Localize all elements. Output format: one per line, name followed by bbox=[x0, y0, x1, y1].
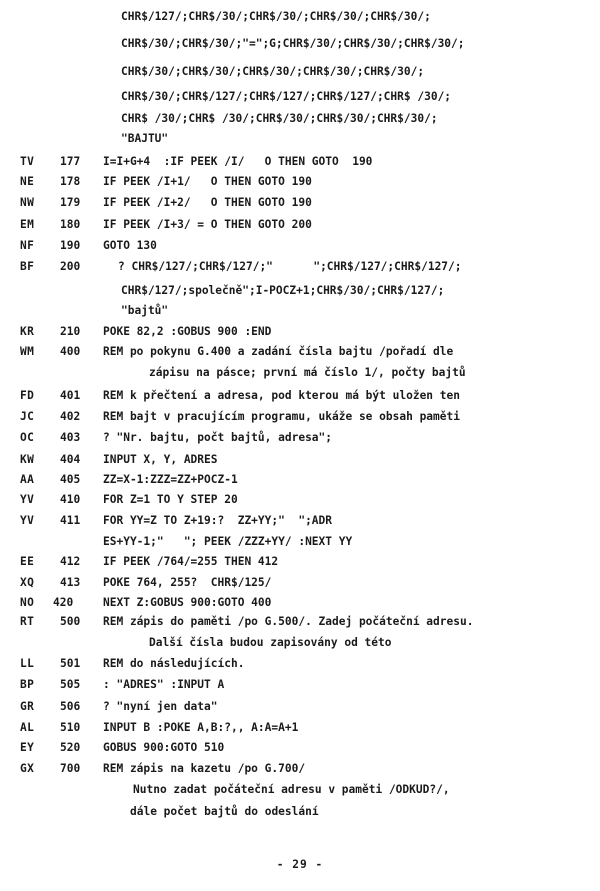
code-text: CHR$/30/;CHR$/30/;"=";G;CHR$/30/;CHR$/30/;CHR$/30/; bbox=[121, 37, 465, 50]
code-line bbox=[0, 633, 600, 653]
code-text: CHR$/127/;společně";I-POCZ+1;CHR$/30/;CHR$/127/; bbox=[121, 284, 445, 297]
code-text: ? "Nr. bajtu, počt bajtů, adresa"; bbox=[103, 431, 333, 444]
line-number: 420 bbox=[53, 596, 74, 609]
checksum-code: NO bbox=[20, 596, 35, 609]
code-line bbox=[0, 215, 600, 235]
code-line bbox=[0, 593, 600, 613]
code-text: zápisu na pásce; první má číslo 1/, počty bajtů bbox=[149, 366, 466, 379]
code-text: REM bajt v pracujícím programu, ukáže se obsah paměti bbox=[103, 410, 460, 423]
code-text: GOTO 130 bbox=[103, 239, 157, 252]
checksum-code: NF bbox=[20, 239, 35, 252]
code-text: IF PEEK /I+3/ = O THEN GOTO 200 bbox=[103, 218, 312, 231]
checksum-code: EE bbox=[20, 555, 35, 568]
code-line bbox=[0, 470, 600, 490]
line-number: 190 bbox=[60, 239, 81, 252]
line-number: 405 bbox=[60, 473, 81, 486]
code-text: REM do následujících. bbox=[103, 657, 245, 670]
code-line bbox=[0, 281, 600, 301]
line-number: 179 bbox=[60, 196, 81, 209]
line-number: 180 bbox=[60, 218, 81, 231]
code-line bbox=[0, 612, 600, 632]
code-text: POKE 82,2 :GOBUS 900 :END bbox=[103, 325, 272, 338]
code-text: CHR$/127/;CHR$/30/;CHR$/30/;CHR$/30/;CHR$/30/; bbox=[121, 10, 431, 23]
code-text: GOBUS 900:GOTO 510 bbox=[103, 741, 225, 754]
line-number: 500 bbox=[60, 615, 81, 628]
checksum-code: TV bbox=[20, 155, 35, 168]
checksum-code: EM bbox=[20, 218, 35, 231]
code-text: FOR Z=1 TO Y STEP 20 bbox=[103, 493, 238, 506]
code-line bbox=[0, 129, 600, 149]
line-number: 412 bbox=[60, 555, 81, 568]
line-number: 700 bbox=[60, 762, 81, 775]
code-text: REM zápis na kazetu /po G.700/ bbox=[103, 762, 306, 775]
code-line bbox=[0, 718, 600, 738]
code-text: INPUT X, Y, ADRES bbox=[103, 453, 218, 466]
line-number: 200 bbox=[60, 260, 81, 273]
checksum-code: OC bbox=[20, 431, 35, 444]
code-text: REM k přečtení a adresa, pod kterou má být uložen ten bbox=[103, 389, 460, 402]
line-number: 520 bbox=[60, 741, 81, 754]
line-number: 210 bbox=[60, 325, 81, 338]
line-number: 505 bbox=[60, 678, 81, 691]
checksum-code: KR bbox=[20, 325, 35, 338]
line-number: 510 bbox=[60, 721, 81, 734]
line-number: 410 bbox=[60, 493, 81, 506]
code-line bbox=[0, 759, 600, 779]
code-line bbox=[0, 152, 600, 172]
code-line bbox=[0, 386, 600, 406]
code-text: I=I+G+4 :IF PEEK /I/ O THEN GOTO 190 bbox=[103, 155, 373, 168]
checksum-code: KW bbox=[20, 453, 35, 466]
checksum-code: JC bbox=[20, 410, 35, 423]
line-number: 411 bbox=[60, 514, 81, 527]
checksum-code: EY bbox=[20, 741, 35, 754]
checksum-code: BF bbox=[20, 260, 35, 273]
code-text: POKE 764, 255? CHR$/125/ bbox=[103, 576, 272, 589]
line-number: 401 bbox=[60, 389, 81, 402]
line-number: 404 bbox=[60, 453, 81, 466]
code-text: IF PEEK /I+1/ O THEN GOTO 190 bbox=[103, 175, 312, 188]
checksum-code: WM bbox=[20, 345, 35, 358]
code-text: CHR$ /30/;CHR$ /30/;CHR$/30/;CHR$/30/;CHR$/30/; bbox=[121, 112, 438, 125]
code-text: ZZ=X-1:ZZZ=ZZ+POCZ-1 bbox=[103, 473, 238, 486]
code-text: "BAJTU" bbox=[121, 132, 169, 145]
code-text: NEXT Z:GOBUS 900:GOTO 400 bbox=[103, 596, 272, 609]
code-line bbox=[0, 552, 600, 572]
code-line bbox=[0, 532, 600, 552]
checksum-code: GX bbox=[20, 762, 35, 775]
code-text: dále počet bajtů do odeslání bbox=[130, 805, 319, 818]
code-text: Nutno zadat počáteční adresu v paměti /ODKUD?/, bbox=[133, 783, 450, 796]
code-line bbox=[0, 802, 600, 822]
code-line bbox=[0, 7, 600, 27]
code-text: ? "nyní jen data" bbox=[103, 700, 218, 713]
code-line bbox=[0, 342, 600, 362]
code-line bbox=[0, 34, 600, 54]
checksum-code: XQ bbox=[20, 576, 35, 589]
page-number: - 29 - bbox=[276, 858, 324, 871]
code-line bbox=[0, 301, 600, 321]
line-number: 402 bbox=[60, 410, 81, 423]
code-line bbox=[0, 407, 600, 427]
line-number: 501 bbox=[60, 657, 81, 670]
code-line bbox=[0, 236, 600, 256]
code-line bbox=[0, 697, 600, 717]
code-text: ? CHR$/127/;CHR$/127/;" ";CHR$/127/;CHR$/127/; bbox=[118, 260, 462, 273]
code-line bbox=[0, 428, 600, 448]
code-line bbox=[0, 780, 600, 800]
code-text: IF PEEK /I+2/ O THEN GOTO 190 bbox=[103, 196, 312, 209]
code-line bbox=[0, 654, 600, 674]
checksum-code: LL bbox=[20, 657, 35, 670]
code-line bbox=[0, 675, 600, 695]
checksum-code: RT bbox=[20, 615, 35, 628]
line-number: 400 bbox=[60, 345, 81, 358]
code-text: REM po pokynu G.400 a zadání čísla bajtu /pořadí dle bbox=[103, 345, 454, 358]
line-number: 177 bbox=[60, 155, 81, 168]
code-text: CHR$/30/;CHR$/30/;CHR$/30/;CHR$/30/;CHR$/30/; bbox=[121, 65, 425, 78]
checksum-code: AA bbox=[20, 473, 35, 486]
code-line bbox=[0, 62, 600, 82]
line-number: 178 bbox=[60, 175, 81, 188]
code-text: "bajtů" bbox=[121, 304, 169, 317]
code-line bbox=[0, 87, 600, 107]
code-text: CHR$/30/;CHR$/127/;CHR$/127/;CHR$/127/;CHR$ /30/; bbox=[121, 90, 452, 103]
checksum-code: BP bbox=[20, 678, 35, 691]
code-text: : "ADRES" :INPUT A bbox=[103, 678, 225, 691]
code-line bbox=[0, 738, 600, 758]
code-line bbox=[0, 511, 600, 531]
code-text: FOR YY=Z TO Z+19:? ZZ+YY;" ";ADR bbox=[103, 514, 333, 527]
code-line bbox=[0, 109, 600, 129]
checksum-code: NW bbox=[20, 196, 35, 209]
checksum-code: AL bbox=[20, 721, 35, 734]
code-text: INPUT B :POKE A,B:?,, A:A=A+1 bbox=[103, 721, 299, 734]
code-line bbox=[0, 322, 600, 342]
line-number: 403 bbox=[60, 431, 81, 444]
code-line bbox=[0, 363, 600, 383]
checksum-code: NE bbox=[20, 175, 35, 188]
checksum-code: YV bbox=[20, 514, 35, 527]
checksum-code: GR bbox=[20, 700, 35, 713]
line-number: 506 bbox=[60, 700, 81, 713]
code-text: REM zápis do paměti /po G.500/. Zadej počáteční adresu. bbox=[103, 615, 474, 628]
code-text: Další čísla budou zapisovány od této bbox=[149, 636, 392, 649]
code-line bbox=[0, 450, 600, 470]
code-line bbox=[0, 257, 600, 277]
checksum-code: YV bbox=[20, 493, 35, 506]
code-line bbox=[0, 172, 600, 192]
code-line bbox=[0, 573, 600, 593]
code-line bbox=[0, 490, 600, 510]
line-number: 413 bbox=[60, 576, 81, 589]
code-line bbox=[0, 193, 600, 213]
code-text: IF PEEK /764/=255 THEN 412 bbox=[103, 555, 279, 568]
code-text: ES+YY-1;" "; PEEK /ZZZ+YY/ :NEXT YY bbox=[103, 535, 353, 548]
checksum-code: FD bbox=[20, 389, 35, 402]
